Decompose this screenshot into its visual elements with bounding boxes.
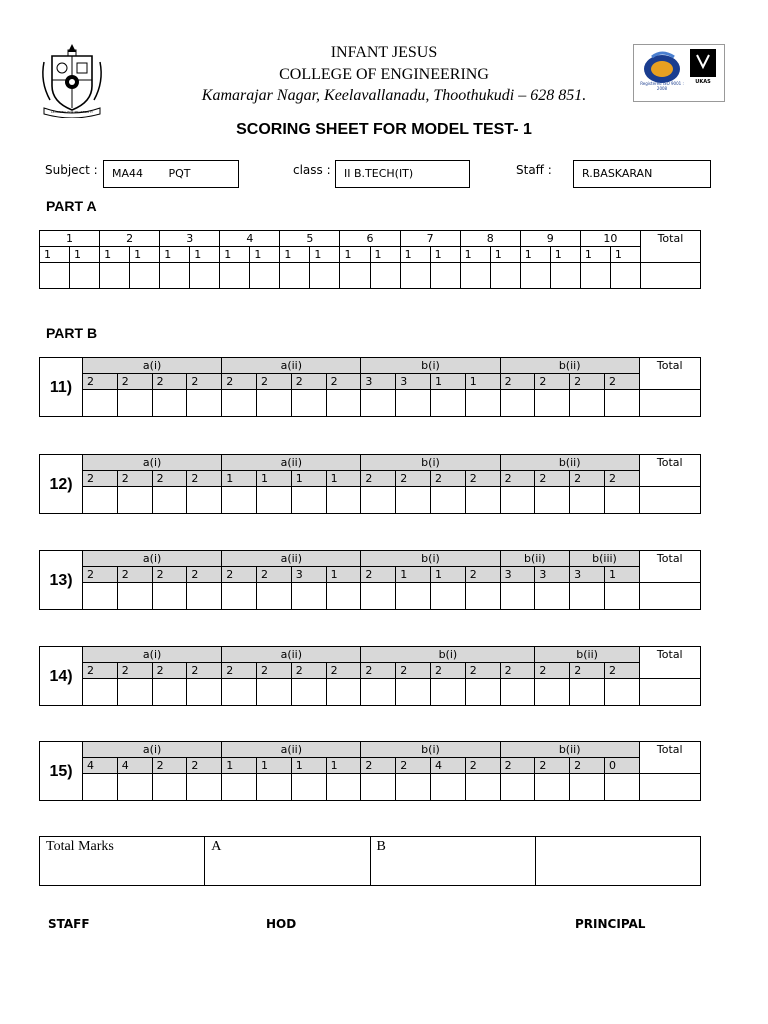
subpart-header: a(i) (83, 551, 222, 567)
part-a-mark-cell: 1 (220, 247, 250, 263)
score-cell[interactable] (535, 774, 570, 801)
score-cell[interactable] (361, 583, 396, 610)
part-a-question-1: 1 (40, 231, 100, 247)
max-mark-cell: 2 (222, 663, 257, 679)
max-mark-cell: 3 (396, 374, 431, 390)
part-a-mark-cell: 1 (490, 247, 520, 263)
max-mark-cell: 4 (430, 758, 465, 774)
score-cell[interactable] (257, 583, 292, 610)
question-14-table (39, 646, 701, 706)
max-mark-cell: 2 (604, 374, 639, 390)
subject-field (103, 160, 239, 188)
score-cell[interactable] (152, 583, 187, 610)
subpart-header: b(ii) (500, 455, 639, 471)
question-15-table (39, 741, 701, 801)
max-mark-cell: 2 (361, 471, 396, 487)
max-mark-cell: 2 (396, 471, 431, 487)
max-mark-cell: 1 (257, 471, 292, 487)
max-mark-cell: 2 (465, 567, 500, 583)
score-cell[interactable] (500, 487, 535, 514)
max-mark-cell: 1 (326, 471, 361, 487)
part-a-score-cell[interactable] (550, 263, 580, 289)
part-a-mark-cell: 1 (520, 247, 550, 263)
max-mark-cell: 1 (222, 758, 257, 774)
part-a-table (39, 230, 701, 289)
part-a-score-cell[interactable] (430, 263, 460, 289)
question-total-header: Total (639, 455, 700, 487)
part-a-question-9: 9 (520, 231, 580, 247)
score-cell[interactable] (361, 679, 396, 706)
total-marks-table (39, 836, 701, 886)
max-mark-cell: 2 (187, 374, 222, 390)
score-cell[interactable] (430, 679, 465, 706)
subpart-header: b(ii) (535, 647, 639, 663)
class-field: II B.TECH(IT) (335, 160, 470, 188)
max-mark-cell: 2 (361, 758, 396, 774)
part-a-mark-cell: 1 (280, 247, 310, 263)
max-mark-cell: 1 (291, 471, 326, 487)
part-a-score-cell[interactable] (40, 263, 70, 289)
subpart-header: b(ii) (500, 551, 570, 567)
max-mark-cell: 1 (291, 758, 326, 774)
subpart-header: a(i) (83, 647, 222, 663)
part-a-mark-cell: 1 (100, 247, 130, 263)
subpart-header: a(ii) (222, 551, 361, 567)
part-a-total-cell[interactable] (640, 263, 700, 289)
subpart-header: b(i) (361, 358, 500, 374)
max-mark-cell: 0 (604, 758, 639, 774)
score-cell[interactable] (500, 679, 535, 706)
subject-name: PQT (168, 167, 191, 180)
iso-text: Registered ISO 9001 : 2008 (640, 81, 684, 91)
score-cell[interactable] (222, 679, 257, 706)
subpart-header: a(ii) (222, 742, 361, 758)
max-mark-cell: 1 (326, 567, 361, 583)
score-cell[interactable] (187, 774, 222, 801)
crest-motto: LEARNING FOR PROSPERITY (51, 110, 93, 114)
part-a-score-cell[interactable] (580, 263, 610, 289)
max-mark-cell: 3 (291, 567, 326, 583)
max-mark-cell: 2 (222, 374, 257, 390)
subpart-header: b(ii) (500, 742, 639, 758)
score-cell[interactable] (187, 583, 222, 610)
max-mark-cell: 2 (570, 374, 605, 390)
max-mark-cell: 2 (187, 758, 222, 774)
max-mark-cell: 2 (83, 663, 118, 679)
subpart-header: b(i) (361, 742, 500, 758)
subpart-header: b(ii) (500, 358, 639, 374)
max-mark-cell: 2 (117, 663, 152, 679)
subpart-header: a(ii) (222, 358, 361, 374)
score-cell[interactable] (465, 679, 500, 706)
score-cell[interactable] (326, 679, 361, 706)
staff-signature: STAFF (48, 917, 90, 931)
part-a-mark-cell: 1 (610, 247, 640, 263)
max-mark-cell: 2 (152, 567, 187, 583)
score-cell[interactable] (604, 583, 639, 610)
part-a-score-cell[interactable] (130, 263, 160, 289)
question-number: 12) (40, 455, 83, 514)
score-cell[interactable] (117, 390, 152, 417)
score-cell[interactable] (604, 390, 639, 417)
part-a-score-cell[interactable] (460, 263, 490, 289)
score-cell[interactable] (291, 774, 326, 801)
part-a-score-cell[interactable] (490, 263, 520, 289)
question-total-header: Total (639, 647, 700, 679)
part-a-mark-cell: 1 (190, 247, 220, 263)
question-total-header: Total (639, 551, 700, 583)
subpart-header: b(iii) (570, 551, 640, 567)
max-mark-cell: 1 (326, 758, 361, 774)
score-cell[interactable] (152, 487, 187, 514)
subpart-header: b(i) (361, 455, 500, 471)
part-a-question-8: 8 (460, 231, 520, 247)
score-cell[interactable] (361, 390, 396, 417)
score-cell[interactable] (257, 774, 292, 801)
max-mark-cell: 1 (430, 567, 465, 583)
part-a-score-cell[interactable] (250, 263, 280, 289)
part-a-score-cell[interactable] (190, 263, 220, 289)
part-a-score-cell[interactable] (610, 263, 640, 289)
question-total-cell[interactable] (639, 774, 700, 801)
score-cell[interactable] (222, 583, 257, 610)
max-mark-cell: 2 (570, 758, 605, 774)
score-cell[interactable] (500, 390, 535, 417)
max-mark-cell: 2 (500, 758, 535, 774)
question-12-table (39, 454, 701, 514)
part-a-mark-cell: 1 (370, 247, 400, 263)
part-a-total-header: Total (640, 231, 700, 263)
score-cell[interactable] (291, 679, 326, 706)
part-a-score-cell[interactable] (310, 263, 340, 289)
max-mark-cell: 2 (291, 663, 326, 679)
question-total-header: Total (639, 358, 700, 390)
max-mark-cell: 2 (83, 374, 118, 390)
score-cell[interactable] (396, 774, 431, 801)
score-cell[interactable] (500, 583, 535, 610)
max-mark-cell: 2 (117, 374, 152, 390)
max-mark-cell: 2 (430, 663, 465, 679)
part-b-title: PART B (46, 325, 98, 341)
part-a-mark-cell: 1 (310, 247, 340, 263)
max-mark-cell: 4 (83, 758, 118, 774)
max-mark-cell: 2 (396, 663, 431, 679)
score-cell[interactable] (326, 487, 361, 514)
score-cell[interactable] (326, 390, 361, 417)
subpart-header: b(i) (361, 647, 535, 663)
question-total-cell[interactable] (639, 679, 700, 706)
part-a-question-2: 2 (100, 231, 160, 247)
question-number: 14) (40, 647, 83, 706)
subject-code: MA44 (112, 167, 144, 180)
question-total-header: Total (639, 742, 700, 774)
max-mark-cell: 2 (500, 374, 535, 390)
score-cell[interactable] (83, 774, 118, 801)
part-a-question-7: 7 (400, 231, 460, 247)
score-cell[interactable] (430, 774, 465, 801)
part-a-mark-cell: 1 (400, 247, 430, 263)
score-cell[interactable] (396, 583, 431, 610)
max-mark-cell: 2 (152, 758, 187, 774)
score-cell[interactable] (83, 390, 118, 417)
score-cell[interactable] (604, 487, 639, 514)
max-mark-cell: 4 (117, 758, 152, 774)
question-13-table (39, 550, 701, 610)
part-a-mark-cell: 1 (40, 247, 70, 263)
part-a-score-cell[interactable] (100, 263, 130, 289)
score-cell[interactable] (291, 487, 326, 514)
subpart-header: a(i) (83, 455, 222, 471)
score-cell[interactable] (465, 390, 500, 417)
part-a-score-cell[interactable] (280, 263, 310, 289)
score-cell[interactable] (83, 679, 118, 706)
part-a-question-3: 3 (160, 231, 220, 247)
staff-field: R.BASKARAN (573, 160, 711, 188)
part-a-question-4: 4 (220, 231, 280, 247)
score-cell[interactable] (570, 487, 605, 514)
score-cell[interactable] (257, 390, 292, 417)
max-mark-cell: 2 (604, 471, 639, 487)
score-cell[interactable] (152, 679, 187, 706)
score-cell[interactable] (604, 679, 639, 706)
subpart-header: a(ii) (222, 647, 361, 663)
part-a-mark-cell: 1 (130, 247, 160, 263)
score-cell[interactable] (117, 487, 152, 514)
max-mark-cell: 2 (152, 663, 187, 679)
score-cell[interactable] (465, 774, 500, 801)
max-mark-cell: 3 (500, 567, 535, 583)
max-mark-cell: 2 (535, 663, 570, 679)
score-cell[interactable] (187, 487, 222, 514)
score-cell[interactable] (152, 390, 187, 417)
score-cell[interactable] (570, 583, 605, 610)
score-cell[interactable] (83, 487, 118, 514)
score-cell[interactable] (570, 679, 605, 706)
score-cell[interactable] (361, 487, 396, 514)
max-mark-cell: 2 (361, 567, 396, 583)
score-cell[interactable] (117, 774, 152, 801)
college-name-line2: COLLEGE OF ENGINEERING (279, 66, 489, 83)
score-cell[interactable] (291, 583, 326, 610)
max-mark-cell: 2 (117, 567, 152, 583)
score-cell[interactable] (430, 487, 465, 514)
score-cell[interactable] (83, 583, 118, 610)
max-mark-cell: 2 (500, 663, 535, 679)
max-mark-cell: 2 (465, 758, 500, 774)
part-a-mark-cell: 1 (550, 247, 580, 263)
max-mark-cell: 2 (361, 663, 396, 679)
question-number: 13) (40, 551, 83, 610)
score-cell[interactable] (326, 583, 361, 610)
max-mark-cell: 1 (257, 758, 292, 774)
score-cell[interactable] (535, 487, 570, 514)
question-11-table (39, 357, 701, 417)
score-cell[interactable] (257, 679, 292, 706)
max-mark-cell: 2 (570, 663, 605, 679)
score-cell[interactable] (465, 487, 500, 514)
score-cell[interactable] (222, 774, 257, 801)
score-cell[interactable] (535, 390, 570, 417)
part-a-score-cell[interactable] (160, 263, 190, 289)
score-cell[interactable] (291, 390, 326, 417)
max-mark-cell: 2 (257, 374, 292, 390)
part-a-score-cell[interactable] (400, 263, 430, 289)
score-cell[interactable] (396, 487, 431, 514)
max-mark-cell: 2 (604, 663, 639, 679)
max-mark-cell: 2 (430, 471, 465, 487)
score-cell[interactable] (117, 679, 152, 706)
part-a-score-cell[interactable] (70, 263, 100, 289)
score-cell[interactable] (257, 487, 292, 514)
max-mark-cell: 3 (570, 567, 605, 583)
max-mark-cell: 2 (291, 374, 326, 390)
max-mark-cell: 2 (396, 758, 431, 774)
max-mark-cell: 2 (535, 374, 570, 390)
score-cell[interactable] (430, 390, 465, 417)
part-a-score-cell[interactable] (220, 263, 250, 289)
score-cell[interactable] (430, 583, 465, 610)
part-a-question-5: 5 (280, 231, 340, 247)
score-cell[interactable] (535, 679, 570, 706)
max-mark-cell: 2 (83, 567, 118, 583)
part-a-score-cell[interactable] (340, 263, 370, 289)
max-mark-cell: 2 (465, 663, 500, 679)
question-total-cell[interactable] (639, 487, 700, 514)
max-mark-cell: 2 (117, 471, 152, 487)
part-a-mark-cell: 1 (70, 247, 100, 263)
max-mark-cell: 2 (187, 663, 222, 679)
score-cell[interactable] (604, 774, 639, 801)
part-a-mark-cell: 1 (160, 247, 190, 263)
score-cell[interactable] (222, 390, 257, 417)
max-mark-cell: 2 (257, 663, 292, 679)
max-mark-cell: 2 (187, 471, 222, 487)
max-mark-cell: 3 (361, 374, 396, 390)
score-cell[interactable] (500, 774, 535, 801)
score-cell[interactable] (187, 679, 222, 706)
max-mark-cell: 2 (570, 471, 605, 487)
max-mark-cell: 2 (152, 374, 187, 390)
principal-signature: PRINCIPAL (575, 917, 646, 931)
score-cell[interactable] (117, 583, 152, 610)
question-number: 15) (40, 742, 83, 801)
total-marks-label: Total Marks (40, 837, 205, 886)
score-cell[interactable] (465, 583, 500, 610)
max-mark-cell: 2 (326, 663, 361, 679)
part-a-question-6: 6 (340, 231, 400, 247)
score-cell[interactable] (361, 774, 396, 801)
total-marks-b: B (370, 837, 535, 886)
max-mark-cell: 3 (535, 567, 570, 583)
score-cell[interactable] (396, 679, 431, 706)
question-total-cell[interactable] (639, 583, 700, 610)
max-mark-cell: 1 (430, 374, 465, 390)
max-mark-cell: 1 (222, 471, 257, 487)
part-a-title: PART A (46, 198, 97, 214)
subpart-header: a(i) (83, 358, 222, 374)
subpart-header: a(ii) (222, 455, 361, 471)
max-mark-cell: 2 (535, 471, 570, 487)
ukas-badge: UKAS (695, 79, 711, 85)
max-mark-cell: 1 (604, 567, 639, 583)
sheet-title: SCORING SHEET FOR MODEL TEST- 1 (236, 121, 532, 138)
score-cell[interactable] (570, 390, 605, 417)
college-address: Kamarajar Nagar, Keelavallanadu, Thoothukudi – 628 851. (201, 87, 587, 104)
max-mark-cell: 2 (465, 471, 500, 487)
question-number: 11) (40, 358, 83, 417)
max-mark-cell: 2 (187, 567, 222, 583)
question-total-cell[interactable] (639, 390, 700, 417)
class-label: class : (293, 163, 331, 177)
score-cell[interactable] (152, 774, 187, 801)
part-a-score-cell[interactable] (370, 263, 400, 289)
part-a-score-cell[interactable] (520, 263, 550, 289)
part-a-mark-cell: 1 (340, 247, 370, 263)
score-cell[interactable] (535, 583, 570, 610)
max-mark-cell: 2 (535, 758, 570, 774)
part-a-question-10: 10 (580, 231, 640, 247)
score-cell[interactable] (326, 774, 361, 801)
total-marks-a: A (205, 837, 370, 886)
total-marks-overall (535, 837, 700, 886)
subpart-header: b(i) (361, 551, 500, 567)
max-mark-cell: 2 (326, 374, 361, 390)
score-cell[interactable] (570, 774, 605, 801)
part-a-mark-cell: 1 (430, 247, 460, 263)
max-mark-cell: 1 (465, 374, 500, 390)
subpart-header: a(i) (83, 742, 222, 758)
max-mark-cell: 1 (396, 567, 431, 583)
staff-label: Staff : (516, 163, 552, 177)
score-cell[interactable] (222, 487, 257, 514)
part-a-mark-cell: 1 (580, 247, 610, 263)
max-mark-cell: 2 (257, 567, 292, 583)
max-mark-cell: 2 (500, 471, 535, 487)
score-cell[interactable] (396, 390, 431, 417)
college-name-line1: INFANT JESUS (330, 44, 438, 61)
max-mark-cell: 2 (152, 471, 187, 487)
part-a-mark-cell: 1 (460, 247, 490, 263)
score-cell[interactable] (187, 390, 222, 417)
hod-signature: HOD (266, 917, 297, 931)
max-mark-cell: 2 (222, 567, 257, 583)
subject-label: Subject : (45, 163, 98, 177)
part-a-mark-cell: 1 (250, 247, 280, 263)
max-mark-cell: 2 (83, 471, 118, 487)
